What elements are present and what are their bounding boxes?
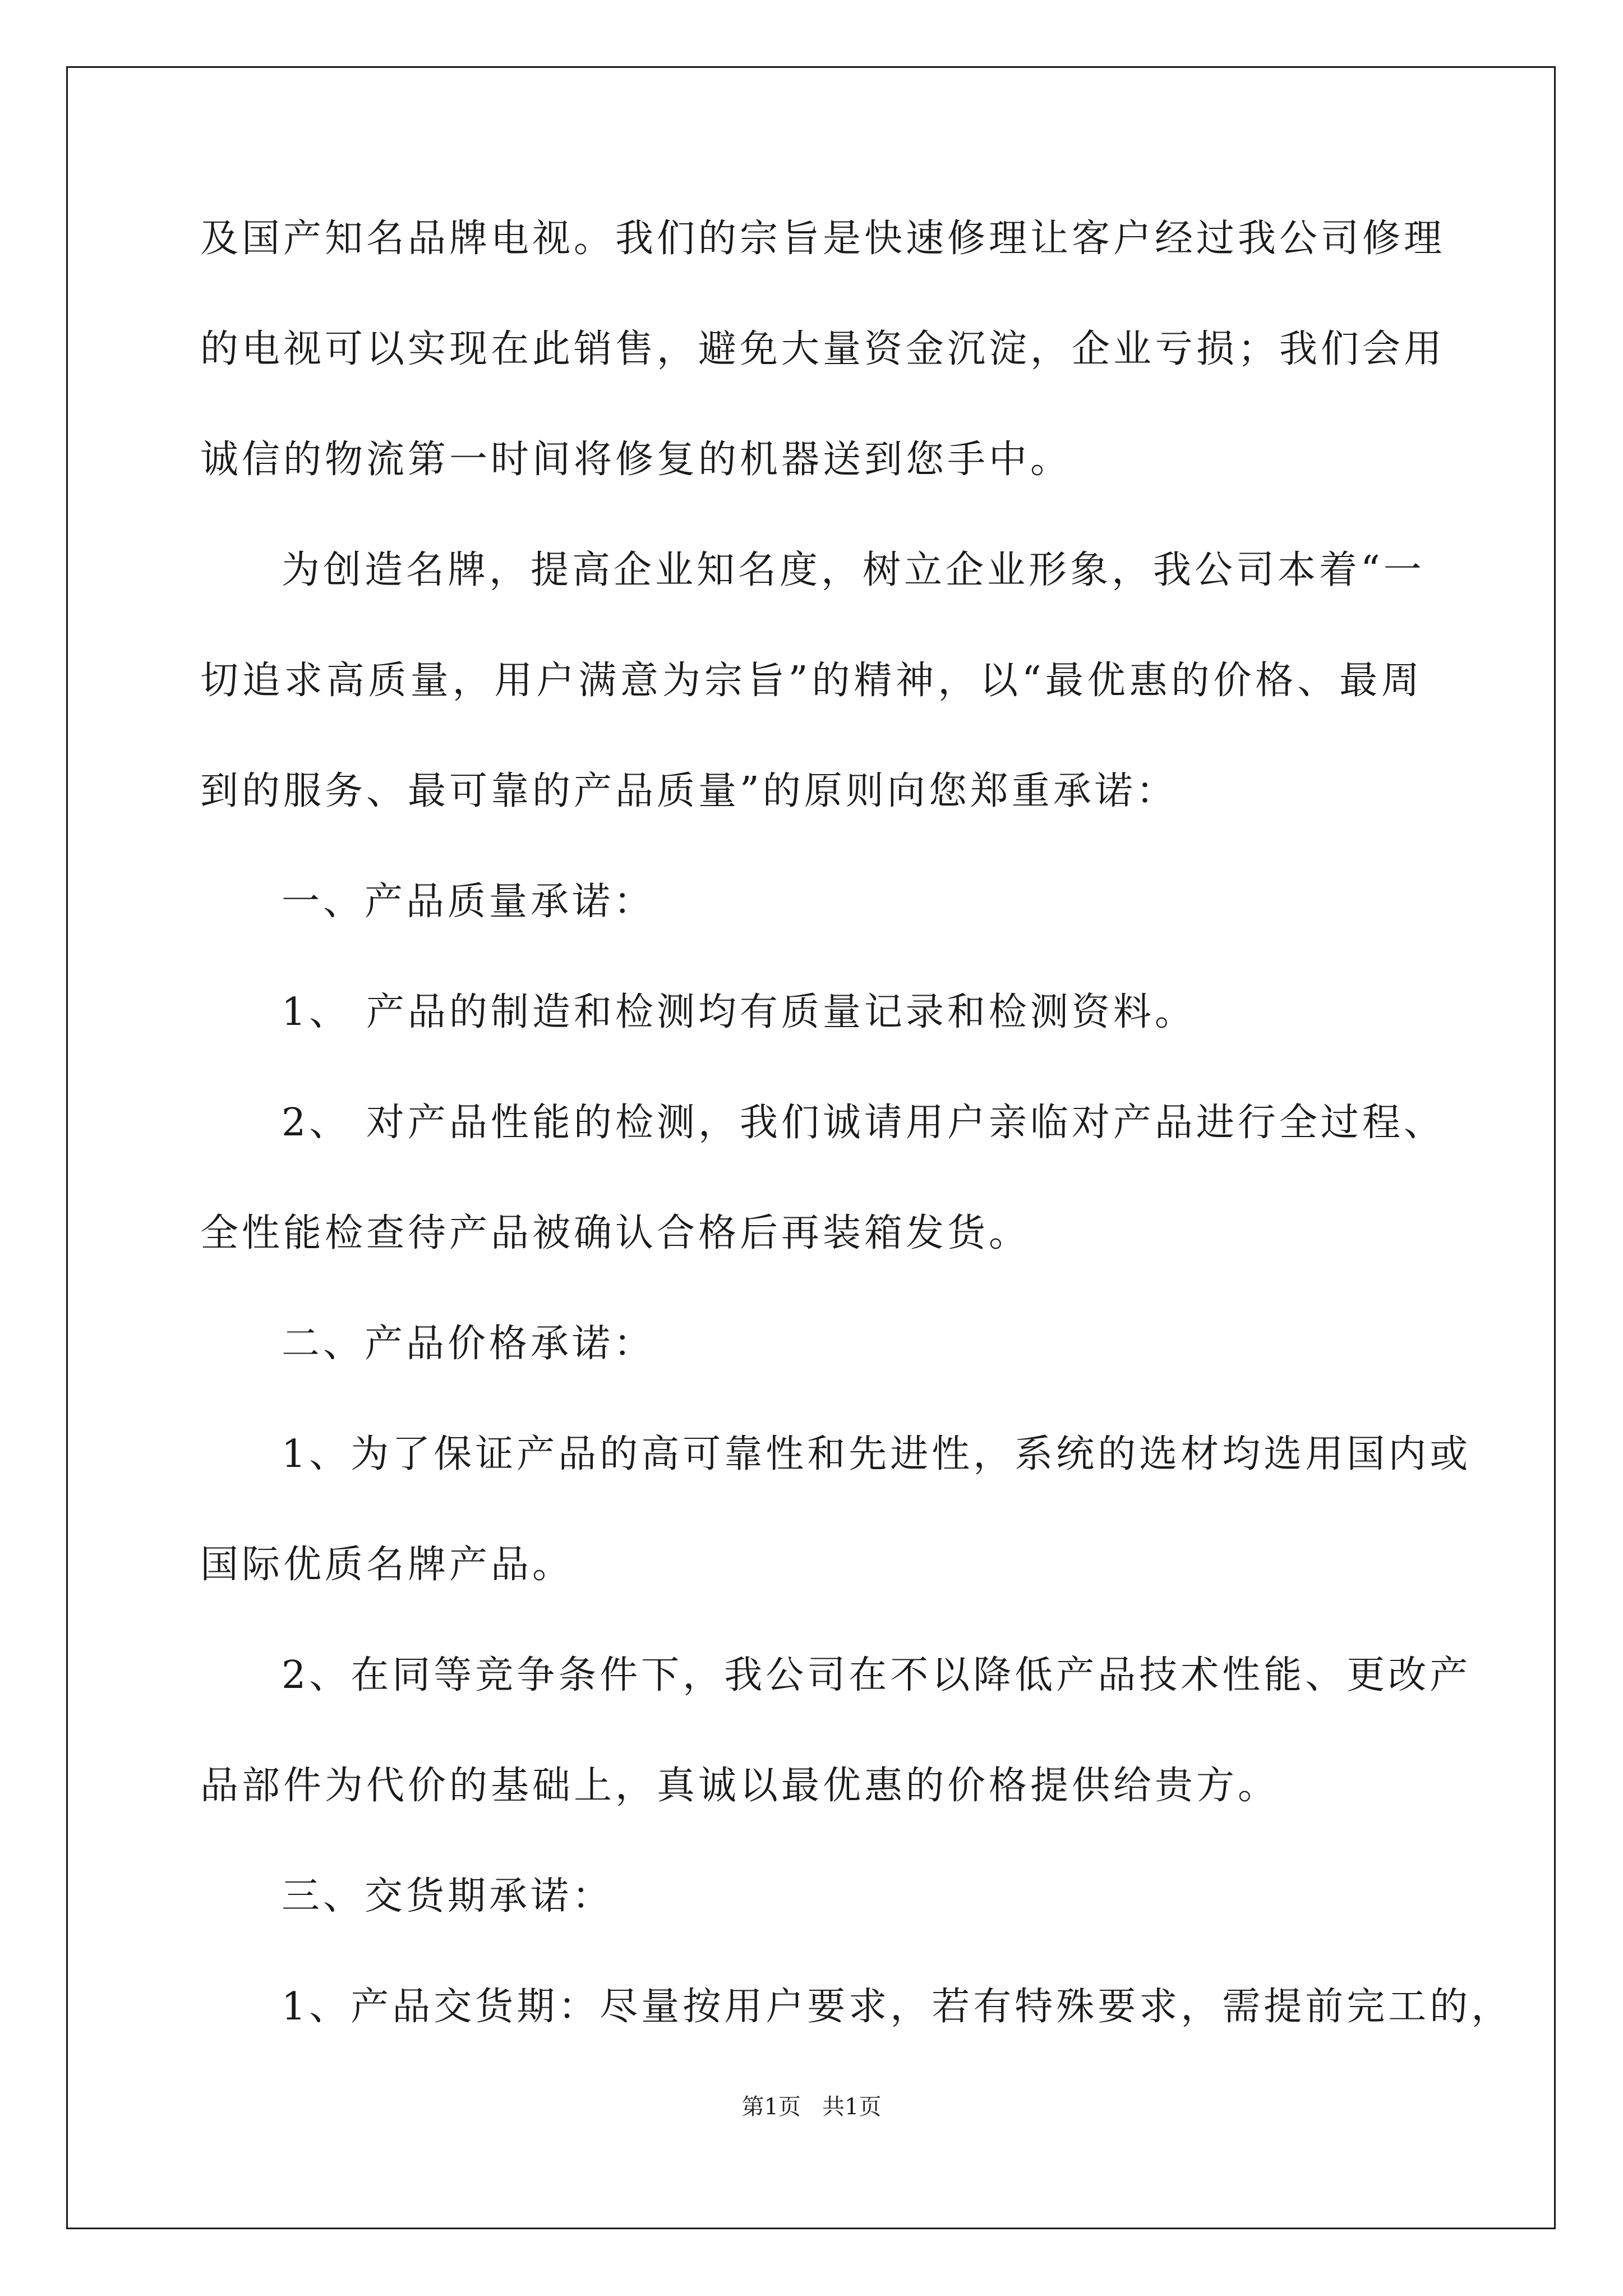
- page-number-footer: 第1页 共1页: [741, 2094, 882, 2120]
- text-line: 的电视可以实现在此销售，避免大量资金沉淀，企业亏损；我们会用: [200, 327, 1446, 371]
- text-line: 到的服务、最可靠的产品质量”的原则向您郑重承诺：: [200, 769, 1178, 813]
- list-item: 1、产品交货期：尽量按用户要求，若有特殊要求，需提前完工的，: [282, 1985, 1513, 2029]
- section-heading: 一、产品质量承诺：: [282, 880, 656, 924]
- text-line: 全性能检查待产品被确认合格后再装箱发货。: [200, 1211, 1031, 1255]
- section-heading: 二、产品价格承诺：: [282, 1322, 656, 1366]
- text-line: 国际优质名牌产品。: [200, 1543, 574, 1587]
- text-line: 诚信的物流第一时间将修复的机器送到您手中。: [200, 438, 1072, 482]
- list-item: 2、 对产品性能的检测，我们诚请用户亲临对产品进行全过程、: [282, 1101, 1445, 1145]
- list-item: 2、在同等竞争条件下，我公司在不以降低产品技术性能、更改产: [282, 1653, 1472, 1697]
- text-line: 及国产知名品牌电视。我们的宗旨是快速修理让客户经过我公司修理: [200, 217, 1446, 261]
- document-body: [200, 213, 1513, 2092]
- text-line: 为创造名牌，提高企业知名度，树立企业形象，我公司本着“一: [282, 548, 1425, 592]
- text-line: 品部件为代价的基础上，真诚以最优惠的价格提供给贵方。: [200, 1764, 1280, 1808]
- text-line: 切追求高质量，用户满意为宗旨”的精神，以“最优惠的价格、最周: [200, 659, 1423, 703]
- section-heading: 三、交货期承诺：: [282, 1874, 614, 1918]
- list-item: 1、 产品的制造和检测均有质量记录和检测资料。: [282, 990, 1196, 1034]
- list-item: 1、为了保证产品的高可靠性和先进性，系统的选材均选用国内或: [282, 1432, 1472, 1476]
